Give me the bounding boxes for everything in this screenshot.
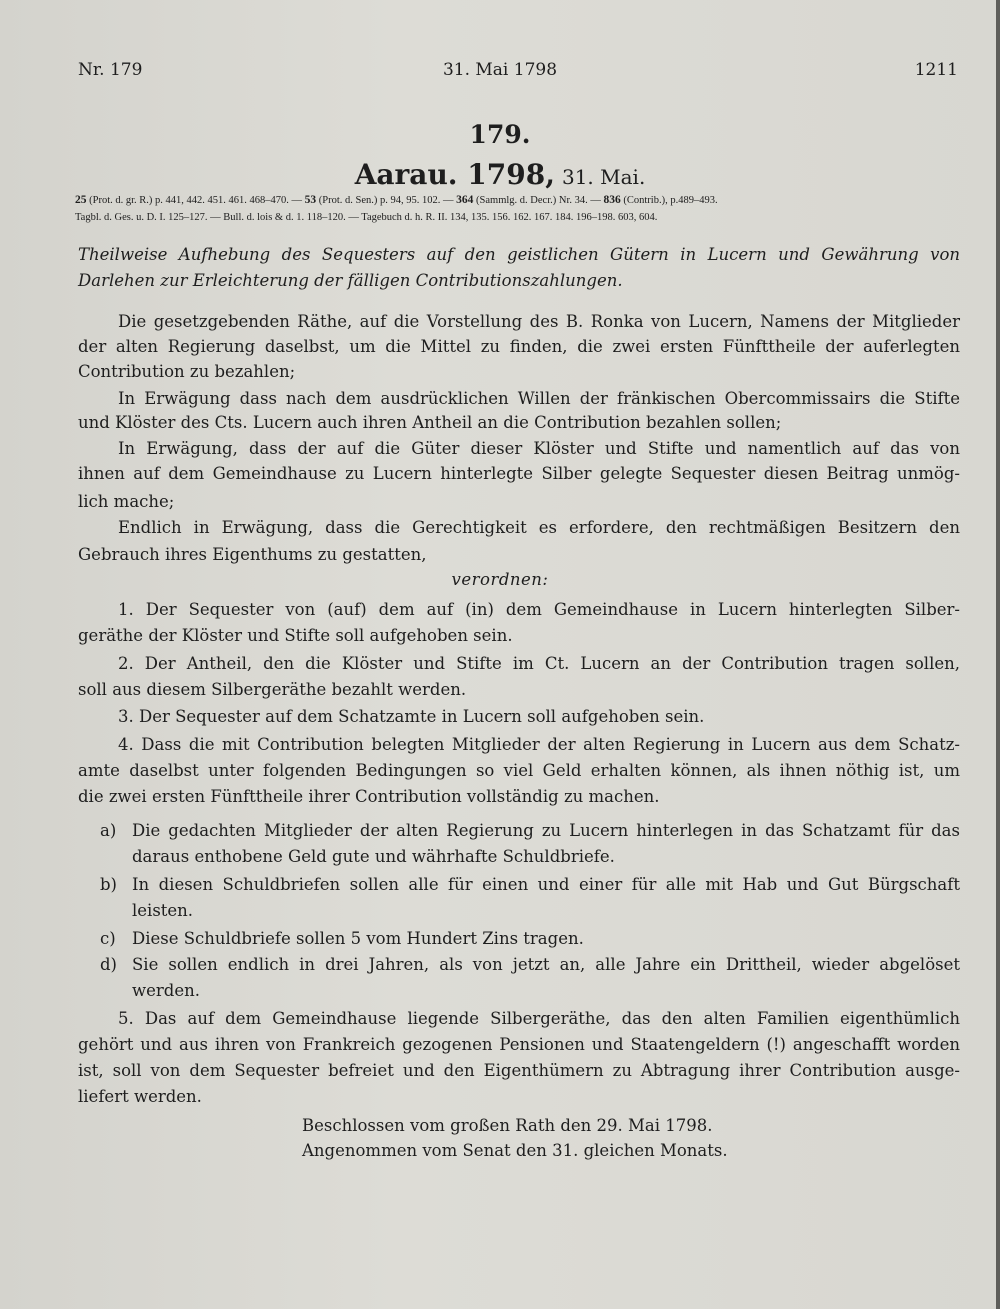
subitem-d-letter: d) xyxy=(100,955,117,974)
item-5-line: liefert werden. xyxy=(78,1087,202,1106)
item-2-line: soll aus diesem Silbergeräthe bezahlt werden. xyxy=(78,680,467,699)
source-reference: (Prot. d. Sen.) p. 94, 95. 102. — xyxy=(316,195,457,206)
text-line: Gebrauch ihres Eigenthums zu gestatten, xyxy=(78,545,427,564)
subitem-b-line: In diesen Schuldbriefen sollen alle für einen und einer für alle mit Hab und Gut Bürgschaft xyxy=(132,875,960,894)
subitem-b-letter: b) xyxy=(100,875,117,894)
dateline xyxy=(0,158,1000,191)
source-record-number: 25 xyxy=(75,194,87,206)
item-4-line: amte daselbst unter folgenden Bedingungen so viel Geld erhalten können, als ihnen nöthig ist, um xyxy=(78,761,960,780)
dateline-day: 31. Mai. xyxy=(561,165,646,189)
subitem-a-line: Die gedachten Mitglieder der alten Regierung zu Lucern hinterlegen in das Schatzamt für das xyxy=(132,821,960,840)
source-reference: (Sammlg. d. Decr.) Nr. 34. — xyxy=(473,195,604,206)
header-number: Nr. 179 xyxy=(78,60,143,80)
source-reference: (Contrib.), p.489–493. xyxy=(620,195,718,206)
subitem-c-line: Diese Schuldbriefe sollen 5 vom Hundert Zins tragen. xyxy=(132,929,584,948)
text-line: und Klöster des Cts. Lucern auch ihren Antheil an die Contribution bezahlen sollen; xyxy=(78,413,782,432)
item-5-line: ist, soll von dem Sequester befreiet und den Eigenthümern zu Abtragung ihrer Contribution ausge- xyxy=(78,1061,960,1080)
page-edge-shadow xyxy=(996,0,1000,1309)
item-4-line: die zwei ersten Fünfttheile ihrer Contribution vollständig zu machen. xyxy=(78,787,660,806)
item-2-line: 2. Der Antheil, den die Klöster und Stifte im Ct. Lucern an der Contribution tragen sollen, xyxy=(118,654,960,673)
source-record-number: 836 xyxy=(603,194,621,206)
source-record-number: 53 xyxy=(304,194,317,206)
subitem-d-line: Sie sollen endlich in drei Jahren, als von jetzt an, alle Jahre ein Drittheil, wieder abgelöset xyxy=(132,955,960,974)
signoff-line-2: Angenommen vom Senat den 31. gleichen Monats. xyxy=(302,1141,728,1160)
item-1-line: geräthe der Klöster und Stifte soll aufgehoben sein. xyxy=(78,626,513,645)
header-date: 31. Mai 1798 xyxy=(442,60,558,80)
text-line: Die gesetzgebenden Räthe, auf die Vorstellung des B. Ronka von Lucern, Namens der Mitglieder xyxy=(118,312,960,331)
signoff-line-1: Beschlossen vom großen Rath den 29. Mai 1798. xyxy=(302,1116,713,1135)
text-line: Contribution zu bezahlen; xyxy=(78,362,296,381)
dateline-place-year: Aarau. 1798, xyxy=(354,158,555,191)
item-3-line: 3. Der Sequester auf dem Schatzamte in Lucern soll aufgehoben sein. xyxy=(118,707,705,726)
header-page-number: 1211 xyxy=(914,60,958,80)
subitem-b-line: leisten. xyxy=(132,901,194,920)
subitem-a-line: daraus enthobene Geld gute und währhafte Schuldbriefe. xyxy=(132,847,615,866)
source-reference: (Prot. d. gr. R.) p. 441, 442. 451. 461. 468–470. — xyxy=(86,195,305,206)
subitem-c-letter: c) xyxy=(100,929,116,948)
item-5-line: 5. Das auf dem Gemeindhause liegende Silbergeräthe, das den alten Familien eigenthümlich xyxy=(118,1009,960,1028)
source-record-number: 364 xyxy=(456,194,474,206)
item-1-line: 1. Der Sequester von (auf) dem auf (in) dem Gemeindhause in Lucern hinterlegten Silber- xyxy=(118,600,960,619)
subject-line-1: Theilweise Aufhebung des Sequesters auf den geistlichen Gütern in Lucern und Gewährung von xyxy=(78,245,960,264)
text-line: In Erwägung dass nach dem ausdrücklichen Willen der fränkischen Obercommissairs die Stifte xyxy=(118,389,960,408)
text-line: In Erwägung, dass der auf die Güter dieser Klöster und Stifte und namentlich auf das von xyxy=(118,439,960,458)
sources-line-2: Tagbl. d. Ges. u. D. I. 125–127. — Bull. d. lois & d. 1. 118–120. — Tagebuch d. h. R. II. 134, 135. 156. 162. 167. 184. 196–198. 603, 604. xyxy=(75,212,658,223)
subject-line-2: Darlehen zur Erleichterung der fälligen Contributionszahlungen. xyxy=(78,271,623,290)
verordnen-heading: verordnen: xyxy=(451,570,549,589)
text-line: ihnen auf dem Gemeindhause zu Lucern hinterlegte Silber gelegte Sequester diesen Beitrag unmög- xyxy=(78,464,960,483)
sources-line-1 xyxy=(75,192,960,209)
document-number: 179. xyxy=(469,120,531,149)
subitem-a-letter: a) xyxy=(100,821,117,840)
text-line: Endlich in Erwägung, dass die Gerechtigkeit es erfordere, den rechtmäßigen Besitzern den xyxy=(118,518,960,537)
text-line: der alten Regierung daselbst, um die Mittel zu finden, die zwei ersten Fünfttheile der auferlegten xyxy=(78,337,960,356)
item-4-line: 4. Dass die mit Contribution belegten Mitglieder der alten Regierung in Lucern aus dem Schatz- xyxy=(118,735,960,754)
item-5-line: gehört und aus ihren von Frankreich gezogenen Pensionen und Staatengeldern (!) angeschafft worden xyxy=(78,1035,960,1054)
text-line: lich mache; xyxy=(78,492,175,511)
subitem-d-line: werden. xyxy=(132,981,200,1000)
